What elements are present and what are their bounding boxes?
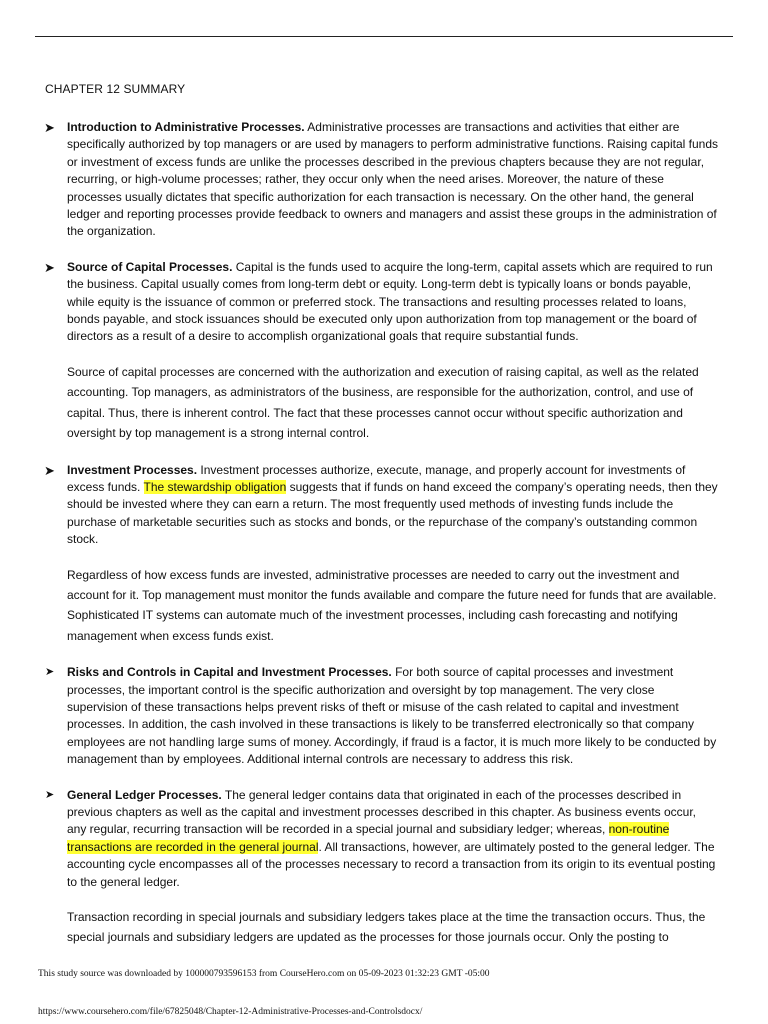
arrowhead-bullet-icon: ➤ [45,666,55,679]
section-heading: General Ledger Processes. [67,787,222,802]
section-heading: Risks and Controls in Capital and Investment Processes. [67,665,392,680]
section-paragraph [67,565,718,647]
arrowhead-bullet-icon: ➤ [44,462,55,478]
paragraph-text: The general ledger contains data that originated in each of the processes described in previous chapters as well as the capital and investment processes described in this chapter. As business events occur, any regular, recurring transaction will be recorded in a special journal and subsidiary ledger; whereas, [67,787,697,837]
section-heading: Investment Processes. [67,462,198,477]
paragraph-text: Capital is the funds used to acquire the long-term, capital assets which are required to run the business. Capital usually comes from long-term debt or equity. Long-term debt is typically loans or bonds payable, while equity is the issuance of common or preferred stock. The transactions and resulting processes related to loans, bonds payable, and stock issuances should be executed only upon authorization from top management or the board of directors as a result of a desire to accomplish organizational goals that require substantial funds. [67,259,713,344]
arrowhead-bullet-icon: ➤ [45,788,55,801]
summary-section [0,462,768,647]
section-paragraph [67,907,718,948]
section-paragraph [67,664,718,768]
download-note: This study source was downloaded by 100000793596153 from CourseHero.com on 05-09-2023 01:32:23 GMT -05:00 [38,969,490,979]
arrowhead-bullet-icon: ➤ [44,120,55,135]
arrowhead-bullet-icon: ➤ [44,259,55,275]
summary-content [0,119,768,966]
summary-section [0,787,768,948]
paragraph-text: Administrative processes are transactions and activities that either are specifically authorized by top managers or are used by managers to perform administrative functions. Raising capital funds or investment of excess funds are unlike the processes described in the previous chapters because they are not regular, recurring, or high-volume processes; rather, they occur only when the need arises. Moreover, the nature of these processes usually dictates that specific authorization for each transaction is necessary. On the other hand, the general ledger and reporting processes provide feedback to owners and managers and assist these groups in the administration of the organization. [67,120,718,239]
paragraph-text: Investment processes authorize, execute, manage, and properly account for investments of excess funds. [67,462,686,494]
section-paragraph [67,119,718,241]
highlighted-text: non-routine transactions are recorded in the general journal [67,822,670,854]
page-title: CHAPTER 12 SUMMARY [45,82,186,96]
paragraph-text: Source of capital processes are concerned with the authorization and execution of raising capital, as well as the related accounting. Top managers, as administrators of the business, are responsible for the authorization, control, and use of capital. Thus, there is inherent control. The fact that these processes cannot occur without specific authorization and oversight by top management is a strong internal control. [67,364,699,441]
section-heading: Introduction to Administrative Processes. [67,120,305,134]
section-heading: Source of Capital Processes. [67,259,233,274]
paragraph-text: . All transactions, however, are ultimately posted to the general ledger. The accounting cycle encompasses all of the processes necessary to record a transaction from its origin to its eventual posting to the general ledger. [67,839,716,889]
paragraph-text: For both source of capital processes and investment processes, the important control is the specific authorization and oversight by top management. The very close supervision of these transactions helps prevent risks of theft or misuse of the cash related to capital and investment processes. In addition, the cash involved in these transactions is likely to be transferred electronically so that company employees are not handling large sums of money. Accordingly, if fraud is a factor, it is much more likely to be conducted by management than by employees. Additional internal controls are necessary to address this risk. [67,665,717,767]
summary-section [0,119,768,241]
section-paragraph [67,462,718,549]
section-paragraph [67,787,718,891]
section-paragraph [67,362,718,444]
paragraph-text: suggests that if funds on hand exceed the company’s operating needs, then they should be invested where they can earn a return. The most frequently used methods of investing funds include the purchase of marketable securities such as stocks and bonds, or the repurchase of the company’s outstanding common stock. [67,479,718,547]
header-rule [35,36,733,37]
paragraph-text: Transaction recording in special journals and subsidiary ledgers takes place at the time the transaction occurs. Thus, the special journals and subsidiary ledgers are updated as the processes for those journals occur. Only the posting to [67,910,706,945]
paragraph-text: Regardless of how excess funds are invested, administrative processes are needed to carry out the investment and account for it. Top management must monitor the funds available and compare the future need for funds that are available. Sophisticated IT systems can automate much of the investment processes, including cash forecasting and notifying management when excess funds exist. [67,567,717,643]
summary-section [0,259,768,444]
highlighted-text: The stewardship obligation [143,479,287,494]
source-url[interactable]: https://www.coursehero.com/file/67825048/Chapter-12-Administrative-Processes-and-Controlsdocx/ [38,1007,423,1017]
section-paragraph [67,259,718,346]
summary-section [0,664,768,768]
